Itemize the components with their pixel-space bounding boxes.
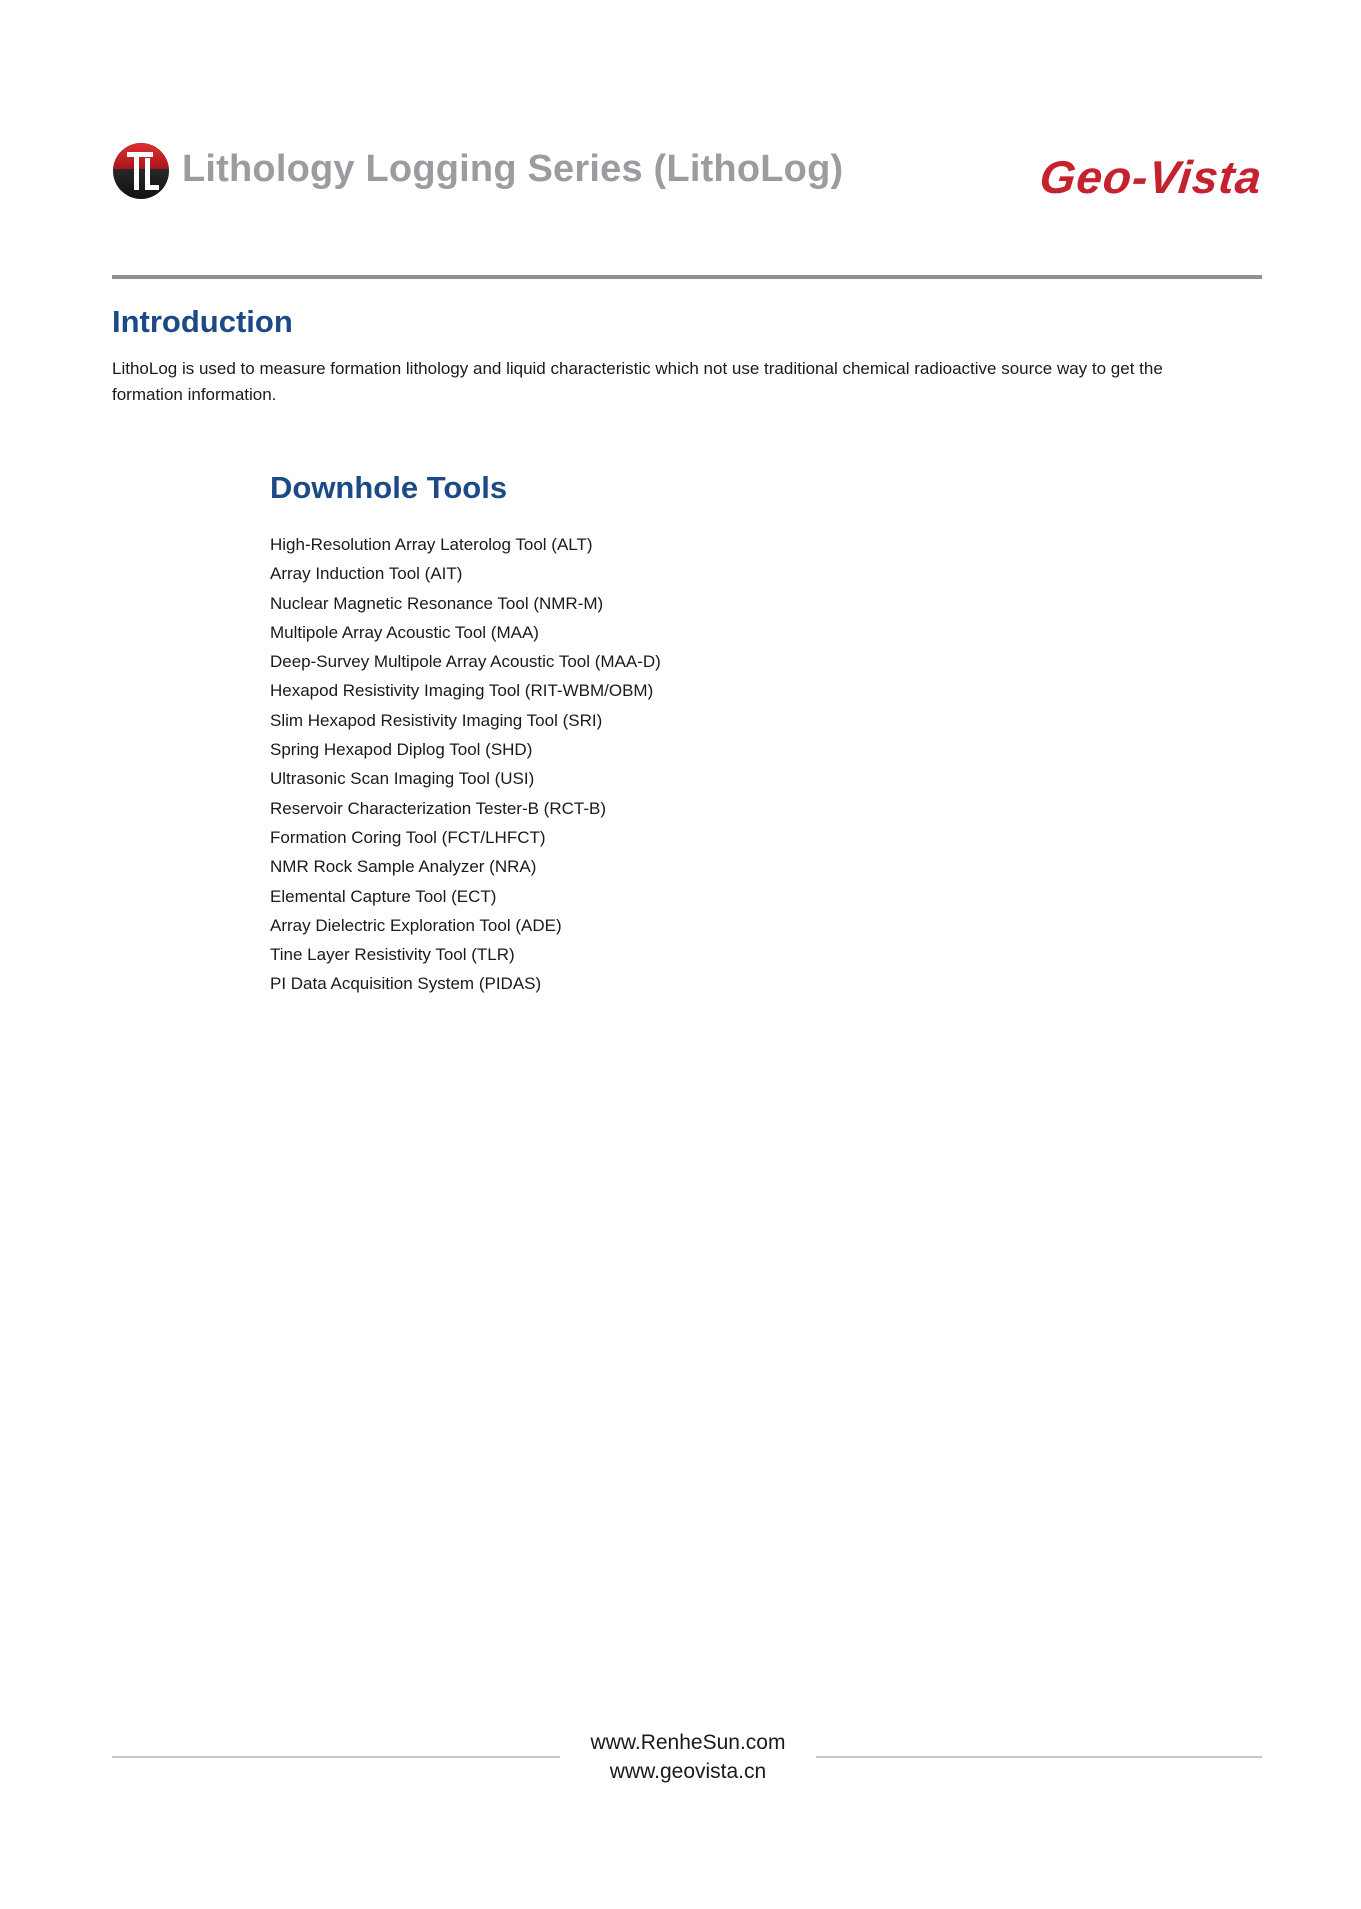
tool-item: Array Dielectric Exploration Tool (ADE) [270,915,562,935]
downhole-tools-list [270,530,661,999]
tool-item: Ultrasonic Scan Imaging Tool (USI) [270,769,535,789]
page-header [112,140,1265,204]
footer-links [560,1728,816,1786]
tool-item: PI Data Acquisition System (PIDAS) [270,974,542,994]
tool-item: NMR Rock Sample Analyzer (NRA) [270,857,537,877]
introduction-body: LithoLog is used to measure formation lithology and liquid characteristic which not use traditional chemical radioactive source way to get the formation information. [112,359,1163,404]
tool-item: Elemental Capture Tool (ECT) [270,886,497,906]
brand-logo-text: Geo-Vista [1037,151,1265,203]
tool-item: Deep-Survey Multipole Array Acoustic Tool (MAA-D) [270,652,661,672]
header-divider [112,275,1262,279]
tool-item: Array Induction Tool (AIT) [270,564,463,584]
tool-item: Tine Layer Resistivity Tool (TLR) [270,945,515,965]
tool-item: Spring Hexapod Diplog Tool (SHD) [270,740,533,760]
tool-item: Hexapod Resistivity Imaging Tool (RIT-WBM/OBM) [270,681,654,701]
tool-item: Reservoir Characterization Tester-B (RCT-B) [270,798,606,818]
footer-divider-right [816,1756,1262,1758]
series-title: Lithology Logging Series (LithoLog) [182,148,844,190]
tool-item: Formation Coring Tool (FCT/LHFCT) [270,827,546,847]
tool-item: Nuclear Magnetic Resonance Tool (NMR-M) [270,593,604,613]
introduction-heading: Introduction [112,304,293,339]
tool-item: Multipole Array Acoustic Tool (MAA) [270,622,539,642]
footer-link-renhesun[interactable]: www.RenheSun.com [590,1731,786,1754]
tool-item: High-Resolution Array Laterolog Tool (ALT) [270,535,593,554]
tl-monogram-logo-icon [112,142,170,200]
tool-item: Slim Hexapod Resistivity Imaging Tool (SRI) [270,710,603,730]
footer-link-geovista[interactable]: www.geovista.cn [609,1760,767,1783]
footer-divider-left [112,1756,560,1758]
downhole-tools-heading: Downhole Tools [270,470,508,505]
